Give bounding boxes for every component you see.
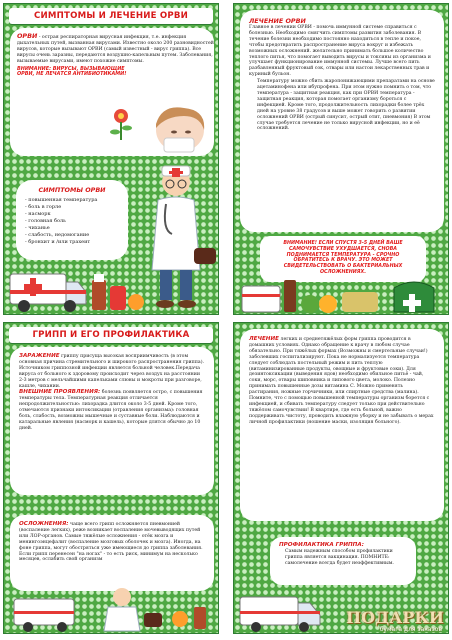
ambulance-icon (8, 266, 88, 314)
treatment-text: Главное в лечении ОРВИ - помочь иммунной системе справиться с болезнью. Необходимо смягчить симптомы развития заболевания. В течение болезни необходимо постоянно находиться в тепле и покое, чтобы предотвратить распространение вируса вокруг и избежать возможных осложнений. желательно принимать большое количество теплого питья, что помогает выводить вирусы и токсины из организма и улучшает функционирование иммунной системы. Лучше всего пить разбавленный фруктовый сок, отвары или настои лекарственных трав и куриный бульон. (249, 25, 431, 78)
watermark-caption: бумага для заказов (379, 626, 442, 633)
signs-heading: ВНЕШНИЕ ПРОЯВЛЕНИЯ: (19, 389, 101, 396)
intro-card (10, 28, 214, 156)
treatment-card (240, 10, 444, 232)
warning: ВНИМАНИЕ: ВИРУСЫ, ВЫЗЫВАЮЩИЕ ОРВИ, НЕ ЛЕЧАТСЯ АНТИБИОТИКАМИ! (17, 65, 127, 78)
list-item: - боль в горле (25, 204, 62, 210)
panel-title: ГРИПП И ЕГО ПРОФИЛАКТИКА (32, 330, 190, 340)
symptoms-card (16, 180, 128, 260)
panel-title: СИМПТОМЫ И ЛЕЧЕНИЕ ОРВИ (33, 11, 189, 21)
sick-child-illustration (140, 104, 210, 154)
flu-treatment-heading: ЛЕЧЕНИЕ (249, 336, 279, 342)
doctor-ambulance-illustration (10, 585, 214, 633)
list-item: - насморк (25, 211, 51, 217)
symptom-list (25, 197, 119, 246)
complications-heading: ОСЛОЖНЕНИЯ: (19, 521, 69, 527)
signs-text: болезнь появляется остро, с повышения температуры тела. Температурная реакция отличается непродолжительностью: лихорадка длится около 3-5 дней. Кроме того, отмечаются признаки интоксикации (отравления организма): головная боль, слабость, возможны мышечные и суставные боли. Наблюдаются и катаральные явления (насморк и кашель), которые длятся обычно до 10 дней. (19, 390, 203, 431)
panel-flu-treatment (233, 322, 449, 634)
virus-flower-icon (104, 104, 138, 144)
prevention-text: Самым надежным способом профилактики гриппа является вакцинация. ПОМНИТЕ: самолечение всегда будет неэффективным. (285, 548, 394, 566)
panel-treatment (233, 3, 449, 315)
medicine-bottles-icon (90, 266, 146, 314)
list-item: - чиханье (25, 225, 50, 231)
symptoms-heading: СИМПТОМЫ ОРВИ (38, 186, 106, 194)
warning: ВНИМАНИЕ! ЕСЛИ СПУСТЯ 3-5 ДНЕЙ ВАШЕ САМОЧУВСТВИЕ УХУДШАЕТСЯ, СНОВА ПОДНИМАЕТСЯ ТЕМПЕРАТУРА - СРОЧНО ОБРАТИТЕСЬ К ВРАЧУ. ЭТО МОЖЕТ СВИДЕТЕЛЬСТВОВАТЬ О БАКТЕРИАЛЬНЫХ ОСЛОЖНЕНИЯХ. (283, 241, 403, 275)
infection-heading: ЗАРАЖЕНИЕ (19, 353, 60, 359)
treatment-heading: ЛЕЧЕНИЕ ОРВИ (249, 17, 306, 25)
complications-text: чаще всего грипп осложняется пневмонией (воспаление легких), реже возникает воспаление мочевыводящих путей или ЛОР-органов. Самые тяжёлые осложнения - отёк мозга и менингоэнцефалит (воспаление мозговых оболочек и мозга). Иногда, на фоне гриппа, могут обостряться уже имеющиеся до гриппа заболевания. Если грипп перенесен "на ногах" - то есть риск, минимум на несколько месяцев, ослабить свой организм (19, 522, 203, 563)
list-item: - повышенная температура (25, 197, 98, 203)
infection-card (10, 347, 214, 495)
flu-treatment-card (240, 329, 444, 521)
heading: ОРВИ (17, 32, 38, 40)
panel-symptoms (3, 3, 219, 315)
banner (9, 327, 213, 343)
flu-treatment-text: легких и среднетяжёлых форм гриппа проводится в домашних условиях. Однако обращение к врачу в любом случае обязательно. При тяжёлых формах (Возможны и смертельные случаи!) заболевших госпитализируют. Пока не нормализуется температура следует соблюдать постельный режим и пить теплую (витаминизированные продукты, овощные и фруктовые соки). Для дезинтоксикации (выведения ядов) необходимо обильное питьё - чай, соки, морс, отвары шиповника и липового цвета, молоко. Полезно принимать повышенные дозы витамина С. Можно применять растирания, ножные горчичники, или спиртные средства (малина). Помните, что с помощью повышенной температуры организм борется с инфекцией, и сбивать температуру следует только при действительно тяжёлом самочувствии! В квартире, где есть больной, важно поддерживать чистоту, проводить влажную уборку и не забывать о мерах личной профилактики (ношение маски, изоляция больного). (249, 337, 434, 425)
ambulance-icon (238, 589, 328, 633)
prevention-heading: ПРОФИЛАКТИКА ГРИППА: (279, 542, 364, 548)
list-item: - бронхит и /или трахеит (25, 239, 91, 245)
watermark-logo: ПОДАРКИ (345, 608, 444, 627)
prevention-card (270, 537, 416, 585)
banner (9, 8, 213, 24)
medicines-illustration (238, 274, 448, 315)
list-item: - головная боль (25, 218, 66, 224)
infection-text: гриппу присуща высокая восприимчивость (в этом основная причина стремительного и широкого распространения гриппа). Источником гриппозной инфекции является больной человек.Передача вируса от больного к здоровому происходит через воздух на расстоянии 2-3 метров с мельчайшими капельками слюны и мокроты при разговоре, кашле, чихании. (19, 354, 205, 389)
treatment-text-2: Температуру можно сбить жаропонижающими препаратами на основе ацетаминофена или ибупрофена. При этом нужно помнить о том, что температура - защитная реакция, как при ОРВИ температура - защитная реакция, которая помогает организму бороться с инфекцией. Кроме того, продолжительность лихорадки более трёх дней на уровне 38 градусов и выше может говорить о развитии осложнений ОРВИ (острый синусит, острый отит, пневмония) В этом случае требуется лечение не только вирусной инфекции, но и её осложнений. (257, 79, 435, 132)
panel-flu-prevention (3, 322, 219, 634)
list-item: - слабость, недомогание (25, 232, 90, 238)
complications-card (10, 515, 214, 591)
intro-text: - острая респираторная вирусная инфекция, т.е. инфекция дыхательных путей, вызванная вирусами. Известно около 200 разновидностей вирусов, которые вызывают ОРВИ (самый известный - вирус гриппа). Все вирусы очень заразны, передаются воздушно-капельным путем. Заболевания, вызываемые вирусами, имеют похожие симптомы. (17, 35, 214, 64)
